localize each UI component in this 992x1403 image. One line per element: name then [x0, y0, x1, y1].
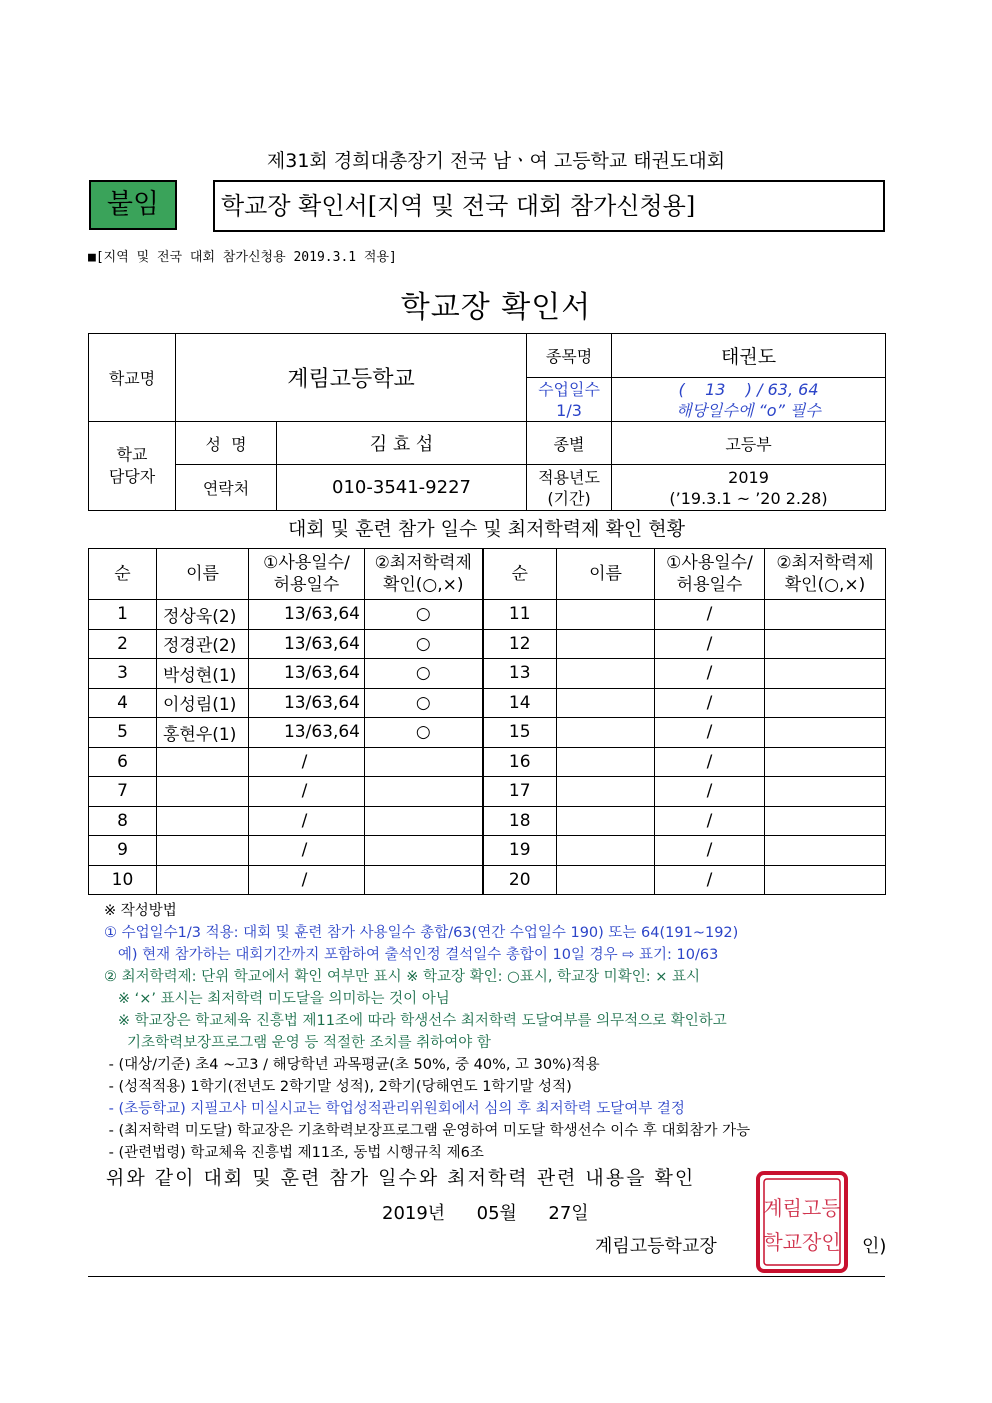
manager-name-value: 김 효 섭 — [277, 422, 527, 465]
row-name — [157, 865, 249, 895]
class-days-value — [612, 378, 886, 422]
row-academic: ○ — [365, 688, 483, 718]
row-no: 10 — [89, 865, 157, 895]
row-name — [157, 806, 249, 836]
table-row — [89, 865, 886, 895]
row-no: 3 — [89, 659, 157, 689]
row-academic-right — [765, 865, 886, 895]
row-name: 정경관(2) — [157, 629, 249, 659]
instruction-line: ※ 작성방법 — [104, 903, 177, 919]
row-days: 13/63,64 — [249, 659, 365, 689]
instruction-line: - (성적적용) 1학기(전년도 2학기말 성적), 2학기(당해연도 1학기말 성적) — [104, 1079, 572, 1095]
row-days-right: / — [655, 659, 765, 689]
table-row — [89, 718, 886, 748]
row-name — [157, 777, 249, 807]
row-name: 이성림(1) — [157, 688, 249, 718]
row-name-right — [557, 806, 655, 836]
row-no: 2 — [89, 629, 157, 659]
form-note: ■[지역 및 전국 대회 참가신청용 2019.3.1 적용] — [88, 250, 397, 265]
row-academic — [365, 806, 483, 836]
row-no: 9 — [89, 836, 157, 866]
table-row — [89, 688, 886, 718]
writing-instructions — [104, 900, 894, 1164]
instruction-line: ※ 학교장은 학교체육 진흥법 제11조에 따라 학생선수 최저학력 도달여부를 의무적으로 확인하고 — [104, 1013, 727, 1029]
instruction-line: ② 최저학력제: 단위 학교에서 확인 여부만 표시 ※ 학교장 확인: ○표시, 학교장 미확인: × 표시 — [104, 969, 700, 985]
school-info-table — [88, 333, 886, 511]
row-no-right: 12 — [483, 629, 557, 659]
year-label-line2: (기간) — [547, 488, 591, 508]
row-days: 13/63,64 — [249, 688, 365, 718]
row-name-right — [557, 629, 655, 659]
bottom-rule — [88, 1276, 885, 1277]
row-days-right: / — [655, 747, 765, 777]
attachment-badge: 붙임 — [89, 180, 177, 230]
attachment-title: 학교장 확인서[지역 및 전국 대회 참가신청용] — [213, 180, 885, 232]
row-name-right — [557, 718, 655, 748]
confirmation-date: 2019년 05월 27일 — [382, 1203, 589, 1224]
sport-label: 종목명 — [527, 334, 612, 378]
row-no: 8 — [89, 806, 157, 836]
instruction-line: ① 수업일수1/3 적용: 대회 및 훈련 참가 사용일수 총합/63(연간 수업일수 190) 또는 64(191~192) — [104, 925, 739, 941]
row-days: / — [249, 747, 365, 777]
year-value-line1: 2019 — [728, 467, 769, 487]
sport-value: 태권도 — [612, 334, 886, 378]
year-label — [527, 465, 612, 511]
header-academic — [365, 549, 483, 600]
instruction-line: - (초등학교) 지필고사 미실시교는 학업성적관리위원회에서 심의 후 최저학력 도달여부 결정 — [104, 1101, 685, 1117]
row-academic-right — [765, 836, 886, 866]
row-days: / — [249, 777, 365, 807]
header-days-line2: 허용일수 — [273, 575, 340, 595]
row-days-right: / — [655, 688, 765, 718]
manager-label-line2: 담당자 — [108, 467, 156, 486]
school-seal-stamp — [752, 1167, 852, 1277]
row-no-right: 17 — [483, 777, 557, 807]
row-academic-right — [765, 718, 886, 748]
row-days-right: / — [655, 600, 765, 630]
row-name: 홍현우(1) — [157, 718, 249, 748]
row-no: 1 — [89, 600, 157, 630]
header-name: 이름 — [157, 549, 249, 600]
table-row — [89, 600, 886, 630]
year-value-line2: (’19.3.1 ~ ’20 2.28) — [669, 488, 828, 508]
table-header-row — [89, 549, 886, 600]
row-academic — [365, 747, 483, 777]
instruction-line: - (최저학력 미도달) 학교장은 기초학력보장프로그램 운영하여 미도달 학생선수 이수 후 대회참가 가능 — [104, 1123, 751, 1139]
row-days: / — [249, 806, 365, 836]
header-days-right — [655, 549, 765, 600]
instruction-line: - (대상/기준) 초4 ~고3 / 해당학년 과목평균(초 50%, 중 40%, 고 30%)적용 — [104, 1057, 600, 1073]
row-days-right: / — [655, 777, 765, 807]
row-name-right — [557, 836, 655, 866]
row-academic-right — [765, 629, 886, 659]
row-no: 5 — [89, 718, 157, 748]
table-row — [89, 806, 886, 836]
header-academic-line2: 확인(○,×) — [382, 575, 464, 595]
row-no: 4 — [89, 688, 157, 718]
row-days: / — [249, 836, 365, 866]
row-name: 정상욱(2) — [157, 600, 249, 630]
row-academic: ○ — [365, 659, 483, 689]
event-title: 제31회 경희대총장기 전국 남ㆍ여 고등학교 태권도대회 — [266, 150, 726, 172]
row-days-right: / — [655, 806, 765, 836]
row-days-right: / — [655, 836, 765, 866]
row-days-right: / — [655, 718, 765, 748]
school-name-value: 계림고등학교 — [176, 334, 527, 422]
row-academic-right — [765, 659, 886, 689]
class-days-label — [527, 378, 612, 422]
row-days-right: / — [655, 629, 765, 659]
header-days — [249, 549, 365, 600]
confirmation-statement: 위와 같이 대회 및 훈련 참가 일수와 최저학력 관련 내용을 확인 — [106, 1167, 696, 1189]
instruction-line: - (관련법령) 학교체육 진흥법 제11조, 동법 시행규칙 제6조 — [104, 1145, 484, 1161]
row-name-right — [557, 747, 655, 777]
division-value: 고등부 — [612, 422, 886, 465]
year-value — [612, 465, 886, 511]
header-academic-line1: ②최저학력제 — [374, 553, 472, 573]
row-name-right — [557, 688, 655, 718]
row-no-right: 16 — [483, 747, 557, 777]
row-academic — [365, 836, 483, 866]
row-no-right: 18 — [483, 806, 557, 836]
class-days-label-line1: 수업일수 — [538, 379, 600, 399]
header-days-line1: ①사용일수/ — [263, 553, 350, 573]
header-days-right-line2: 허용일수 — [676, 575, 743, 595]
row-no-right: 11 — [483, 600, 557, 630]
table-row — [89, 629, 886, 659]
row-academic-right — [765, 688, 886, 718]
year-label-line1: 적용년도 — [538, 467, 600, 487]
svg-text:학교장인: 학교장인 — [763, 1230, 841, 1254]
row-days-right: / — [655, 865, 765, 895]
row-days: 13/63,64 — [249, 600, 365, 630]
class-days-value-line2: 해당일수에 “o” 필수 — [676, 400, 821, 420]
row-name-right — [557, 600, 655, 630]
header-no-right: 순 — [483, 549, 557, 600]
row-name: 박성현(1) — [157, 659, 249, 689]
principal-name: 계림고등학교장 — [595, 1236, 717, 1257]
header-no: 순 — [89, 549, 157, 600]
header-name-right: 이름 — [557, 549, 655, 600]
row-academic-right — [765, 600, 886, 630]
row-no-right: 19 — [483, 836, 557, 866]
participation-table — [88, 548, 886, 895]
row-academic: ○ — [365, 629, 483, 659]
table-row — [89, 659, 886, 689]
status-heading: 대회 및 훈련 참가 일수 및 최저학력제 확인 현황 — [287, 518, 686, 540]
row-academic-right — [765, 747, 886, 777]
table-row — [89, 777, 886, 807]
row-academic: ○ — [365, 600, 483, 630]
table-row — [89, 836, 886, 866]
row-no-right: 15 — [483, 718, 557, 748]
class-days-label-line2: 1/3 — [556, 400, 582, 420]
row-name — [157, 747, 249, 777]
header-academic-right-line2: 확인(○,×) — [784, 575, 866, 595]
row-days: 13/63,64 — [249, 629, 365, 659]
row-name-right — [557, 865, 655, 895]
row-no: 7 — [89, 777, 157, 807]
instruction-line: ※ ‘×’ 표시는 최저학력 미도달을 의미하는 것이 아님 — [104, 991, 450, 1007]
header-days-right-line1: ①사용일수/ — [666, 553, 753, 573]
row-no-right: 14 — [483, 688, 557, 718]
row-academic — [365, 777, 483, 807]
row-days: / — [249, 865, 365, 895]
class-days-value-line1: ( 13 ) / 63, 64 — [678, 379, 819, 399]
row-academic-right — [765, 777, 886, 807]
row-no-right: 20 — [483, 865, 557, 895]
document-title: 학교장 확인서 — [400, 290, 592, 325]
row-no: 6 — [89, 747, 157, 777]
row-academic: ○ — [365, 718, 483, 748]
contact-value: 010-3541-9227 — [277, 465, 527, 511]
row-no-right: 13 — [483, 659, 557, 689]
division-label: 종별 — [527, 422, 612, 465]
row-academic-right — [765, 806, 886, 836]
row-name-right — [557, 777, 655, 807]
svg-text:계림고등: 계림고등 — [763, 1196, 841, 1220]
row-academic — [365, 865, 483, 895]
row-name-right — [557, 659, 655, 689]
principal-suffix: 인) — [862, 1236, 887, 1257]
header-academic-right-line1: ②최저학력제 — [776, 553, 874, 573]
instruction-line: 기초학력보장프로그램 운영 등 적절한 조치를 취하여야 함 — [104, 1035, 491, 1051]
instruction-line: 예) 현재 참가하는 대회기간까지 포함하여 출석인정 결석일수 총합이 10일 경우 ⇨ 표기: 10/63 — [104, 947, 719, 963]
school-name-label: 학교명 — [89, 334, 176, 422]
table-row — [89, 747, 886, 777]
row-days: 13/63,64 — [249, 718, 365, 748]
manager-name-label: 성 명 — [176, 422, 277, 465]
header-academic-right — [765, 549, 886, 600]
row-name — [157, 836, 249, 866]
contact-label: 연락처 — [176, 465, 277, 511]
manager-label-line1: 학교 — [116, 445, 148, 464]
manager-label — [89, 422, 176, 511]
